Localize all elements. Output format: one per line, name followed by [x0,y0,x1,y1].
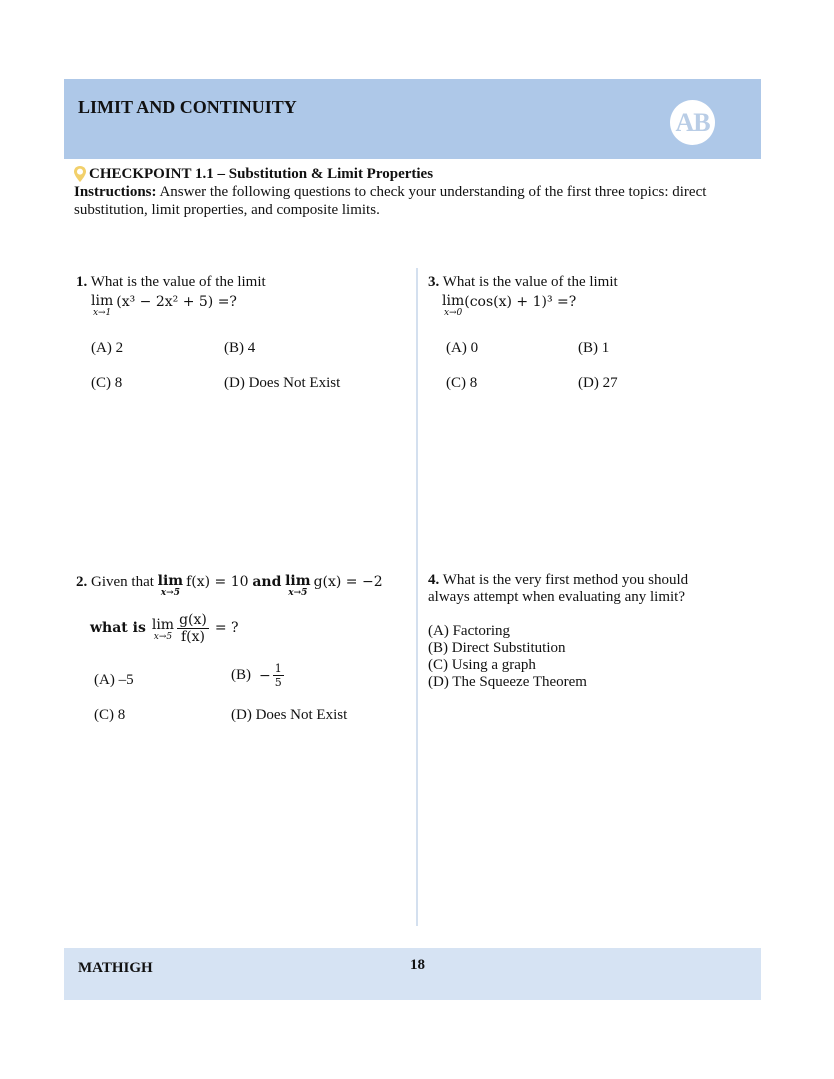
answer-option[interactable]: (A) –5 [94,672,134,688]
answer-option-b[interactable] [231,662,284,689]
location-pin-icon [72,165,88,183]
lim-subscript: x→5 [160,588,180,598]
lim-subscript: x→5 [288,588,308,598]
negative-sign: − [259,667,271,684]
answer-option[interactable]: (C) 8 [91,375,123,391]
limit-expression: (x³ − 2x² + 5) =? [116,294,237,310]
question-expression [90,612,416,645]
page-footer [64,948,761,1000]
answer-option[interactable]: (D) The Squeeze Theorem [428,674,587,690]
lim-operator: lim [285,573,311,589]
question-number: 2. [76,574,88,590]
question-number: 4. [428,572,440,588]
question-number: 1. [76,274,88,290]
question-4 [428,572,728,691]
question-number: 3. [428,274,440,290]
question-1 [76,274,406,318]
checkpoint-title [74,165,764,183]
f-limit-expression: f(x) = 10 [186,574,249,590]
answer-option[interactable]: (C) 8 [446,375,478,391]
footer-brand: MATHIGH [78,960,153,976]
instructions-text: Answer the following questions to check your understanding of the first three topics: direct substitution, limit properties, and composite limits. [74,184,707,218]
answer-option[interactable]: (C) 8 [94,707,126,723]
what-is-text: what is [90,620,146,636]
answer-option[interactable]: (B) 4 [224,340,256,356]
instructions [74,183,764,219]
answer-option[interactable]: (B) 1 [578,340,610,356]
question-prompt: Given that [91,574,154,590]
lim-operator: lim [151,616,175,633]
instructions-label: Instructions: [74,184,157,200]
option-label: (B) [231,667,251,683]
fraction-numerator: 1 [274,662,282,675]
answer-option[interactable]: (A) 2 [91,340,124,356]
equals-question: = ? [214,620,239,636]
question-expression [442,294,748,318]
checkpoint-section [74,165,764,219]
fraction-denominator: 5 [274,676,282,689]
lim-operator: lim [91,293,114,309]
question-3 [428,274,748,318]
lim-operator: lim [157,573,184,589]
fraction-denominator: f(x) [180,629,205,645]
lim-subscript: x→0 [443,308,463,318]
answer-option[interactable]: (A) Factoring [428,623,511,639]
column-divider [416,268,418,926]
answer-option[interactable]: (D) Does Not Exist [231,707,348,723]
lim-subscript: x→5 [153,631,173,642]
question-prompt: What is the value of the limit [90,274,266,290]
answer-options-list [428,623,728,691]
answer-option[interactable]: (A) 0 [446,340,479,356]
fraction-numerator: g(x) [179,612,207,628]
answer-option[interactable]: (D) 27 [578,375,618,391]
checkpoint-title-text: CHECKPOINT 1.1 – Substitution & Limit Properties [89,166,434,182]
answer-option[interactable]: (D) Does Not Exist [224,375,341,391]
chapter-title: LIMIT AND CONTINUITY [78,97,297,117]
question-2 [76,574,416,645]
ab-badge: AB [670,100,715,145]
question-expression [91,294,406,318]
fraction [177,612,209,645]
lim-subscript: x→1 [92,308,112,318]
answer-option[interactable]: (B) Direct Substitution [428,640,566,656]
lim-operator: lim [442,293,465,309]
question-prompt: What is the very first method you should always attempt when evaluating any limit? [428,572,689,605]
page-number: 18 [410,957,425,973]
and-word: and [252,574,282,590]
chapter-header [64,79,761,159]
answer-option[interactable]: (C) Using a graph [428,657,536,673]
limit-expression: (cos(x) + 1)³ =? [464,294,577,310]
fraction [273,662,284,689]
question-prompt: What is the value of the limit [442,274,618,290]
g-limit-expression: g(x) = −2 [313,574,383,590]
